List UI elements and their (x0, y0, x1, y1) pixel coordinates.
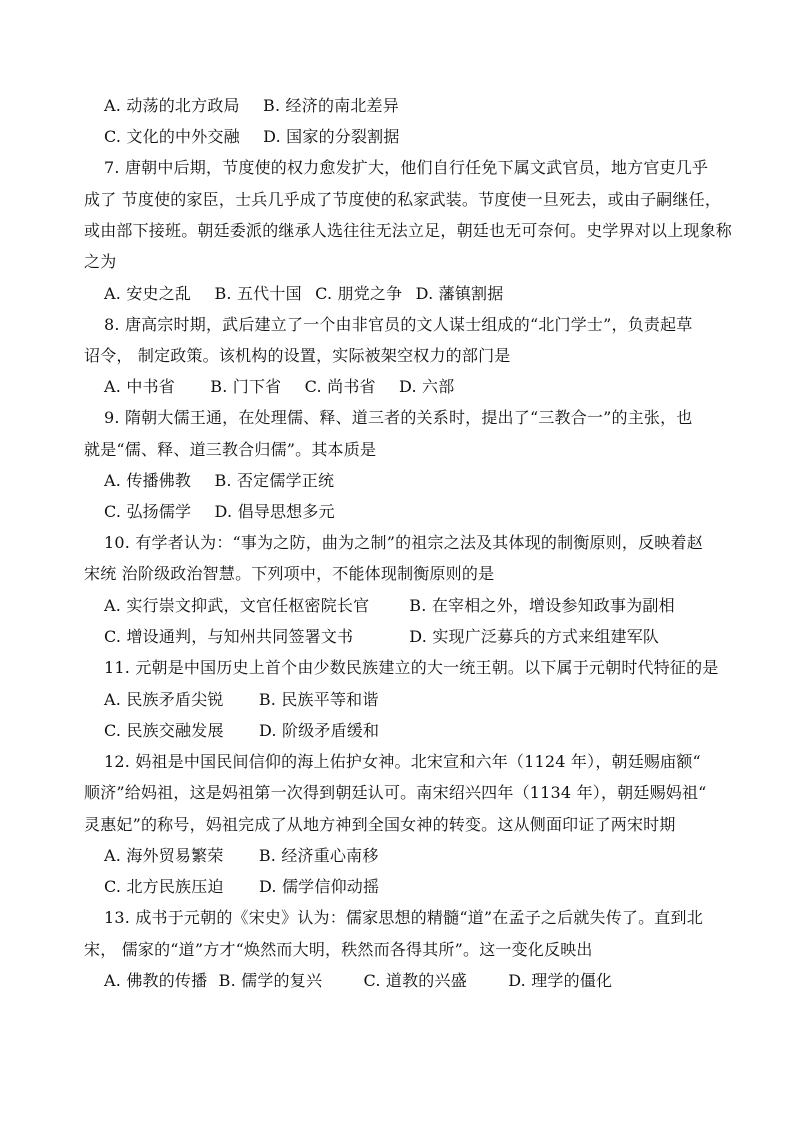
q8-option-c: C. 尚书省 (304, 377, 376, 396)
q11-option-c: C. 民族交融发展 (104, 721, 224, 740)
q11-options-row-2 (104, 720, 734, 742)
q12-options-row-1 (104, 845, 734, 867)
q6-option-a: A. 动荡的北方政局 (104, 96, 240, 115)
q7-stem-line-1: 7. 唐朝中后期，节度使的权力愈发扩大，他们自行任免下属文武官员，地方官吏几乎 (104, 158, 709, 177)
q7-option-c: C. 朋党之争 (315, 284, 403, 303)
q10-options-row-1 (104, 595, 734, 617)
q12-option-b: B. 经济重心南移 (258, 846, 379, 865)
q12-stem-line-1: 12. 妈祖是中国民间信仰的海上佑护女神。北宋宣和六年（1124 年），朝廷赐庙额“ (104, 752, 701, 771)
q10-option-d: D. 实现广泛募兵的方式来组建军队 (409, 627, 660, 646)
q10-option-c: C. 增设通判，与知州共同签署文书 (104, 627, 354, 646)
q13-option-b: B. 儒学的复兴 (218, 971, 323, 990)
q7-stem-line-4: 之为 (84, 252, 117, 271)
q10-option-a: A. 实行崇文抑武，文官任枢密院长官 (104, 596, 370, 615)
q13-option-a: A. 佛教的传播 (104, 971, 208, 990)
q6-option-b: B. 经济的南北差异 (263, 96, 399, 115)
q6-options-row-1 (104, 95, 734, 117)
q9-option-a: A. 传播佛教 (104, 471, 192, 490)
q6-options-row-2 (104, 126, 734, 148)
q13-stem-line-2: 宋， 儒家的“道”方才“焕然而大明，秩然而各得其所”。这一变化反映出 (84, 940, 593, 959)
q11-option-a: A. 民族矛盾尖锐 (104, 690, 224, 709)
q7-option-b: B. 五代十国 (214, 284, 302, 303)
q13-options-row (104, 970, 734, 992)
q9-option-c: C. 弘扬儒学 (104, 502, 192, 521)
q7-option-a: A. 安史之乱 (104, 284, 192, 303)
q6-option-c: C. 文化的中外交融 (104, 127, 240, 146)
q8-stem-line-1: 8. 唐高宗时期，武后建立了一个由非官员的文人谋士组成的“北门学士”，负责起草 (104, 315, 693, 334)
q12-option-a: A. 海外贸易繁荣 (104, 846, 224, 865)
q8-option-a: A. 中书省 (104, 377, 175, 396)
q7-option-d: D. 藩镇割据 (415, 284, 504, 303)
q7-stem-line-2: 成了 节度使的家臣，士兵几乎成了节度使的私家武装。节度使一旦死去，或由子嗣继任， (84, 190, 722, 209)
q12-option-d: D. 儒学信仰动摇 (258, 877, 380, 896)
q13-stem-line-1: 13. 成书于元朝的《宋史》认为：儒家思想的精髓“道”在孟子之后就失传了。直到北 (104, 908, 703, 927)
q9-option-d: D. 倡导思想多元 (214, 502, 335, 521)
q13-option-d: D. 理学的僵化 (508, 971, 613, 990)
q8-option-d: D. 六部 (399, 377, 455, 396)
q11-options-row-1 (104, 689, 734, 711)
q8-option-b: B. 门下省 (210, 377, 282, 396)
q12-options-row-2 (104, 876, 734, 898)
q9-options-row-1 (104, 470, 734, 492)
q7-stem-line-3: 或由部下接班。朝廷委派的继承人选往往无法立足，朝廷也无可奈何。史学界对以上现象称 (84, 221, 733, 240)
q7-options-row (104, 283, 734, 305)
q11-option-d: D. 阶级矛盾缓和 (258, 721, 380, 740)
q6-option-d: D. 国家的分裂割据 (263, 127, 400, 146)
q13-option-c: C. 道教的兴盛 (363, 971, 467, 990)
q12-stem-line-2: 顺济”给妈祖，这是妈祖第一次得到朝廷认可。南宋绍兴四年（1134 年），朝廷赐妈祖“ (84, 783, 707, 802)
q8-stem-line-2: 诏令， 制定政策。该机构的设置，实际被架空权力的部门是 (84, 346, 511, 365)
q9-option-b: B. 否定儒学正统 (214, 471, 335, 490)
q11-stem-line-1: 11. 元朝是中国历史上首个由少数民族建立的大一统王朝。以下属于元朝时代特征的是 (104, 658, 719, 677)
q8-options-row (104, 376, 734, 398)
q12-stem-line-3: 灵惠妃”的称号，妈祖完成了从地方神到全国女神的转变。这从侧面印证了两宋时期 (84, 815, 676, 834)
q9-options-row-2 (104, 501, 734, 523)
q9-stem-line-2: 就是“儒、释、道三教合归儒”。其本质是 (84, 440, 377, 459)
q11-option-b: B. 民族平等和谐 (258, 690, 379, 709)
q10-options-row-2 (104, 626, 734, 648)
q10-stem-line-1: 10. 有学者认为：“事为之防，曲为之制”的祖宗之法及其体现的制衡原则，反映着赵 (104, 533, 703, 552)
q12-option-c: C. 北方民族压迫 (104, 877, 224, 896)
q9-stem-line-1: 9. 隋朝大儒王通，在处理儒、释、道三者的关系时，提出了“三教合一”的主张，也 (104, 408, 693, 427)
q10-option-b: B. 在宰相之外，增设参知政事为副相 (409, 596, 675, 615)
q10-stem-line-2: 宋统 治阶级政治智慧。下列项中，不能体现制衡原则的是 (84, 564, 495, 583)
